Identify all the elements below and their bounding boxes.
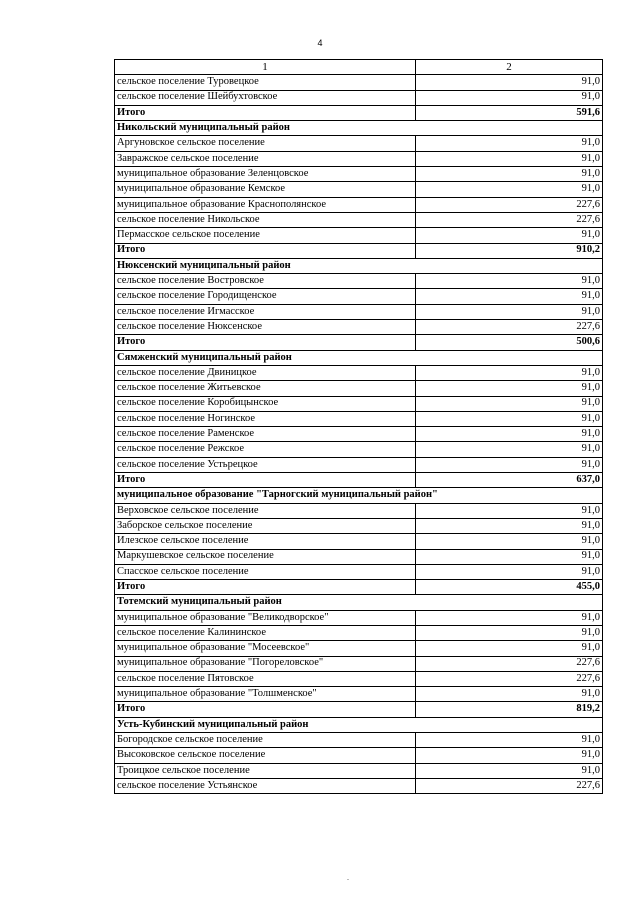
district-name: муниципальное образование "Тарногский муниципальный район" xyxy=(115,488,603,503)
total-label: Итого xyxy=(115,335,416,350)
settlement-value: 91,0 xyxy=(416,274,603,289)
table-row xyxy=(115,396,603,411)
settlement-value: 91,0 xyxy=(416,641,603,656)
table-row xyxy=(115,549,603,564)
settlement-name: сельское поселение Устьянское xyxy=(115,778,416,793)
settlement-name: Высоковское сельское поселение xyxy=(115,748,416,763)
total-value: 591,6 xyxy=(416,105,603,120)
table-row xyxy=(115,656,603,671)
table-row xyxy=(115,136,603,151)
table-row xyxy=(115,274,603,289)
settlement-name: сельское поселение Игмасское xyxy=(115,304,416,319)
settlement-value: 91,0 xyxy=(416,763,603,778)
table-row xyxy=(115,457,603,472)
district-name: Усть-Кубинский муниципальный район xyxy=(115,717,603,732)
settlement-name: сельское поселение Ногинское xyxy=(115,411,416,426)
table-row xyxy=(115,411,603,426)
settlement-name: муниципальное образование "Мосеевское" xyxy=(115,641,416,656)
page-number: 4 xyxy=(317,38,323,48)
table-row xyxy=(115,625,603,640)
table-row xyxy=(115,687,603,702)
settlement-name: сельское поселение Пятовское xyxy=(115,671,416,686)
settlement-value: 91,0 xyxy=(416,427,603,442)
settlement-name: сельское поселение Режское xyxy=(115,442,416,457)
table-row xyxy=(115,320,603,335)
settlement-value: 91,0 xyxy=(416,610,603,625)
table-row xyxy=(115,534,603,549)
total-value: 910,2 xyxy=(416,243,603,258)
settlement-name: сельское поселение Нюксенское xyxy=(115,320,416,335)
settlement-name: Троицкое сельское поселение xyxy=(115,763,416,778)
settlement-value: 227,6 xyxy=(416,671,603,686)
total-label: Итого xyxy=(115,702,416,717)
table-row xyxy=(115,212,603,227)
settlement-name: сельское поселение Никольское xyxy=(115,212,416,227)
table-row xyxy=(115,75,603,90)
settlement-name: Заборское сельское поселение xyxy=(115,518,416,533)
table-row xyxy=(115,778,603,793)
column-header-1: 1 xyxy=(115,60,416,75)
settlement-value: 91,0 xyxy=(416,503,603,518)
settlement-name: Маркушевское сельское поселение xyxy=(115,549,416,564)
settlement-name: Аргуновское сельское поселение xyxy=(115,136,416,151)
total-value: 455,0 xyxy=(416,580,603,595)
settlement-value: 227,6 xyxy=(416,778,603,793)
settlement-value: 91,0 xyxy=(416,136,603,151)
settlement-name: Завражское сельское поселение xyxy=(115,151,416,166)
settlement-name: Пермасское сельское поселение xyxy=(115,228,416,243)
settlement-value: 91,0 xyxy=(416,228,603,243)
total-label: Итого xyxy=(115,243,416,258)
settlement-value: 91,0 xyxy=(416,733,603,748)
settlement-value: 91,0 xyxy=(416,304,603,319)
settlement-name: Верховское сельское поселение xyxy=(115,503,416,518)
settlement-value: 91,0 xyxy=(416,748,603,763)
table-row xyxy=(115,381,603,396)
settlement-value: 91,0 xyxy=(416,687,603,702)
settlement-value: 91,0 xyxy=(416,534,603,549)
total-label: Итого xyxy=(115,473,416,488)
settlement-value: 91,0 xyxy=(416,167,603,182)
settlement-name: сельское поселение Шейбухтовское xyxy=(115,90,416,105)
total-row xyxy=(115,702,603,717)
settlement-name: муниципальное образование Краснополянское xyxy=(115,197,416,212)
settlement-name: сельское поселение Городищенское xyxy=(115,289,416,304)
total-row xyxy=(115,580,603,595)
table-row xyxy=(115,641,603,656)
settlement-value: 91,0 xyxy=(416,411,603,426)
settlement-name: Илезское сельское поселение xyxy=(115,534,416,549)
table-row xyxy=(115,228,603,243)
settlement-value: 91,0 xyxy=(416,396,603,411)
total-value: 637,0 xyxy=(416,473,603,488)
settlement-name: сельское поселение Востровское xyxy=(115,274,416,289)
table-row xyxy=(115,564,603,579)
settlement-name: сельское поселение Калининское xyxy=(115,625,416,640)
table-row xyxy=(115,733,603,748)
settlement-value: 91,0 xyxy=(416,457,603,472)
settlement-value: 227,6 xyxy=(416,320,603,335)
table-row xyxy=(115,748,603,763)
settlement-value: 91,0 xyxy=(416,518,603,533)
settlement-value: 91,0 xyxy=(416,381,603,396)
settlement-name: муниципальное образование Кемское xyxy=(115,182,416,197)
settlement-value: 91,0 xyxy=(416,625,603,640)
district-header-row xyxy=(115,717,603,732)
total-row xyxy=(115,243,603,258)
table-row xyxy=(115,518,603,533)
total-value: 819,2 xyxy=(416,702,603,717)
allocation-table xyxy=(114,59,603,794)
district-header-row xyxy=(115,595,603,610)
settlement-name: сельское поселение Туровецкое xyxy=(115,75,416,90)
settlement-name: сельское поселение Раменское xyxy=(115,427,416,442)
settlement-name: муниципальное образование "Погореловское" xyxy=(115,656,416,671)
total-row xyxy=(115,473,603,488)
district-name: Сямженский муниципальный район xyxy=(115,350,603,365)
table-row xyxy=(115,289,603,304)
table-body xyxy=(115,60,603,794)
total-value: 500,6 xyxy=(416,335,603,350)
settlement-name: сельское поселение Житьевское xyxy=(115,381,416,396)
settlement-value: 91,0 xyxy=(416,289,603,304)
settlement-value: 227,6 xyxy=(416,197,603,212)
district-header-row xyxy=(115,258,603,273)
settlement-value: 227,6 xyxy=(416,656,603,671)
settlement-value: 91,0 xyxy=(416,151,603,166)
table-row xyxy=(115,610,603,625)
settlement-name: муниципальное образование "Великодворское" xyxy=(115,610,416,625)
settlement-name: сельское поселение Двиницкое xyxy=(115,365,416,380)
settlement-value: 91,0 xyxy=(416,182,603,197)
table-row xyxy=(115,151,603,166)
table-row xyxy=(115,182,603,197)
table-row xyxy=(115,167,603,182)
table-row xyxy=(115,365,603,380)
table-row xyxy=(115,442,603,457)
total-row xyxy=(115,335,603,350)
settlement-value: 91,0 xyxy=(416,442,603,457)
settlement-name: Спасское сельское поселение xyxy=(115,564,416,579)
total-row xyxy=(115,105,603,120)
settlement-value: 91,0 xyxy=(416,365,603,380)
settlement-name: муниципальное образование "Толшменское" xyxy=(115,687,416,702)
table-row xyxy=(115,671,603,686)
total-label: Итого xyxy=(115,580,416,595)
district-name: Нюксенский муниципальный район xyxy=(115,258,603,273)
table-row xyxy=(115,427,603,442)
district-name: Никольский муниципальный район xyxy=(115,121,603,136)
settlement-value: 91,0 xyxy=(416,549,603,564)
table-row xyxy=(115,503,603,518)
table-row xyxy=(115,90,603,105)
settlement-name: сельское поселение Устьрецкое xyxy=(115,457,416,472)
table-row xyxy=(115,304,603,319)
settlement-name: сельское поселение Коробицынское xyxy=(115,396,416,411)
total-label: Итого xyxy=(115,105,416,120)
district-name: Тотемский муниципальный район xyxy=(115,595,603,610)
settlement-value: 227,6 xyxy=(416,212,603,227)
table-row xyxy=(115,763,603,778)
settlement-value: 91,0 xyxy=(416,564,603,579)
district-header-row xyxy=(115,121,603,136)
district-header-row xyxy=(115,488,603,503)
settlement-name: Богородское сельское поселение xyxy=(115,733,416,748)
column-header-2: 2 xyxy=(416,60,603,75)
settlement-name: муниципальное образование Зеленцовское xyxy=(115,167,416,182)
table-header-row xyxy=(115,60,603,75)
district-header-row xyxy=(115,350,603,365)
settlement-value: 91,0 xyxy=(416,75,603,90)
settlement-value: 91,0 xyxy=(416,90,603,105)
scan-speck xyxy=(347,879,349,880)
table-row xyxy=(115,197,603,212)
